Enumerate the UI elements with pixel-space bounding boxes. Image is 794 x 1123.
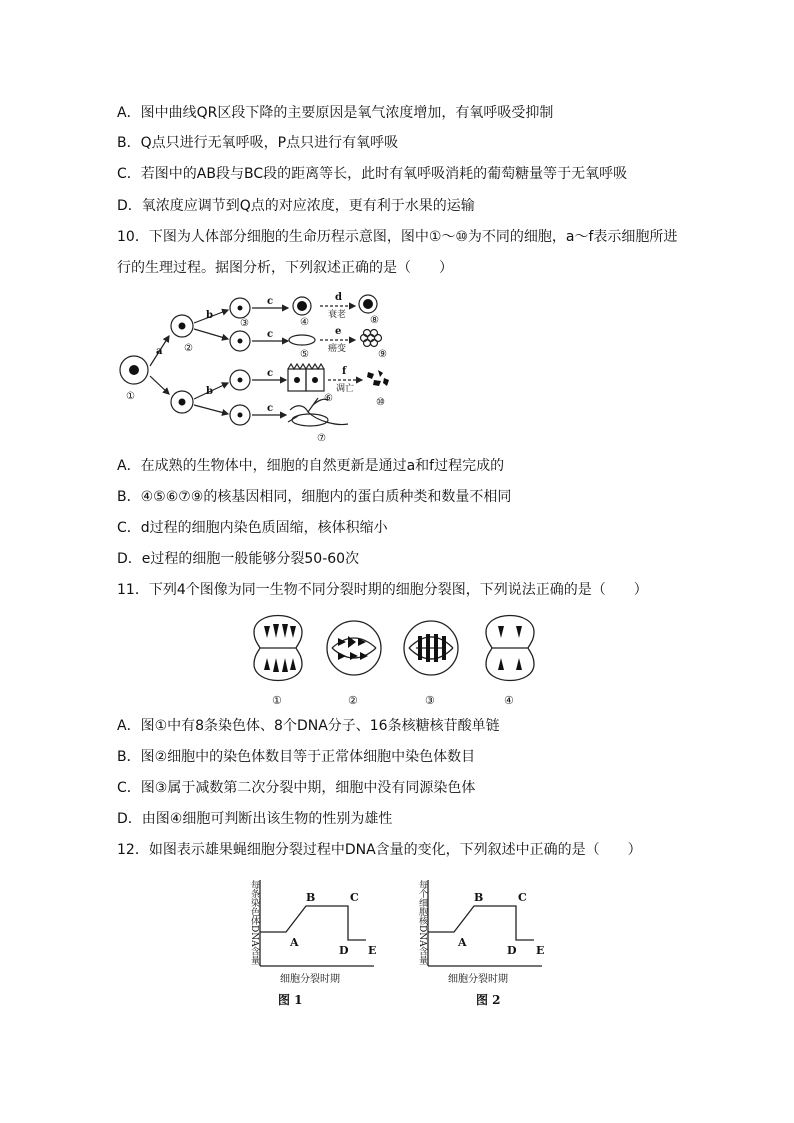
g1-point-c: C bbox=[350, 891, 359, 904]
q9-option-a: A．图中曲线QR区段下降的主要原因是氧气浓度增加，有氧呼吸受抑制 bbox=[117, 105, 554, 121]
q11-option-b: B．图②细胞中的染色体数目等于正常体细胞中染色体数目 bbox=[117, 749, 476, 765]
g1-point-e: E bbox=[368, 944, 377, 957]
cancer-label: 癌变 bbox=[328, 344, 347, 354]
g2-point-a: A bbox=[458, 936, 467, 949]
g1-point-b: B bbox=[306, 891, 316, 904]
q10-option-d: D．e过程的细胞一般能够分裂50-60次 bbox=[117, 551, 360, 567]
q9-option-b: B．Q点只进行无氧呼吸，P点只进行有氧呼吸 bbox=[117, 135, 399, 151]
q9-option-d: D．氧浓度应调节到Q点的对应浓度，更有利于水果的运输 bbox=[117, 198, 475, 214]
label-c4: c bbox=[267, 403, 274, 414]
label-a: a bbox=[156, 346, 163, 357]
fig-label-3: ③ bbox=[425, 694, 435, 707]
fig-label-1: ① bbox=[272, 694, 282, 707]
g1-point-d: D bbox=[339, 944, 349, 957]
g2-point-d: D bbox=[507, 944, 517, 957]
g2-point-c: C bbox=[518, 891, 527, 904]
g1-point-a: A bbox=[290, 936, 299, 949]
fig-label-4: ④ bbox=[504, 694, 514, 707]
cell-label-7: ⑦ bbox=[317, 433, 326, 444]
g2-caption: 图 2 bbox=[476, 993, 501, 1007]
aging-label: 衰老 bbox=[328, 310, 347, 320]
dna-graph-2 bbox=[412, 874, 552, 1014]
q12-stem: 12．如图表示雄果蝇细胞分裂过程中DNA含量的变化，下列叙述中正确的是（ ） bbox=[117, 842, 642, 858]
q10-stem-line2: 行的生理过程。据图分析，下列叙述正确的是（ ） bbox=[117, 260, 453, 276]
label-b2: b bbox=[206, 386, 213, 397]
q10-option-b: B．④⑤⑥⑦⑨的核基因相同，细胞内的蛋白质种类和数量不相同 bbox=[117, 489, 512, 505]
cell-label-4: ④ bbox=[300, 317, 309, 328]
label-e: e bbox=[335, 326, 342, 337]
label-c2: c bbox=[267, 329, 274, 340]
g1-caption: 图 1 bbox=[278, 993, 303, 1007]
g2-ylabel: 每个细胞核DNA含量 bbox=[417, 880, 427, 965]
g1-ylabel: 每条染色体DNA含量 bbox=[249, 880, 259, 965]
label-d: d bbox=[335, 292, 342, 303]
g2-point-e: E bbox=[536, 944, 545, 957]
cell-label-9: ⑨ bbox=[378, 349, 387, 360]
label-b1: b bbox=[206, 310, 213, 321]
cell-label-6: ⑥ bbox=[324, 393, 333, 404]
fig-label-2: ② bbox=[348, 694, 358, 707]
cell-division-figures bbox=[246, 610, 550, 710]
label-c3: c bbox=[267, 368, 274, 379]
cell-label-1: ① bbox=[126, 391, 135, 402]
q11-option-c: C．图③属于减数第二次分裂中期，细胞中没有同源染色体 bbox=[117, 780, 476, 796]
q10-stem-line1: 10．下图为人体部分细胞的生命历程示意图，图中①～⑩为不同的细胞，a～f表示细胞所进 bbox=[117, 229, 678, 245]
cell-label-3: ③ bbox=[240, 318, 249, 329]
label-c1: c bbox=[267, 296, 274, 307]
cell-life-history-diagram bbox=[112, 288, 412, 444]
apoptosis-label: 凋亡 bbox=[336, 384, 355, 394]
g2-xlabel: 细胞分裂时期 bbox=[448, 974, 508, 985]
cell-label-8: ⑧ bbox=[370, 315, 379, 326]
q11-option-d: D．由图④细胞可判断出该生物的性别为雄性 bbox=[117, 811, 393, 827]
cell-label-10: ⑩ bbox=[376, 397, 385, 408]
q10-option-a: A．在成熟的生物体中，细胞的自然更新是通过a和f过程完成的 bbox=[117, 458, 505, 474]
q10-option-c: C．d过程的细胞内染色质固缩，核体积缩小 bbox=[117, 520, 388, 536]
g2-point-b: B bbox=[474, 891, 484, 904]
label-f: f bbox=[342, 366, 347, 377]
g1-xlabel: 细胞分裂时期 bbox=[280, 974, 340, 985]
cell-label-2: ② bbox=[184, 343, 193, 354]
cell-fig-2 bbox=[327, 621, 381, 675]
q11-stem: 11．下列4个图像为同一生物不同分裂时期的细胞分裂图，下列说法正确的是（ ） bbox=[117, 582, 648, 598]
cell-label-5: ⑤ bbox=[300, 349, 309, 360]
q11-option-a: A．图①中有8条染色体、8个DNA分子、16条核糖核苷酸单链 bbox=[117, 718, 500, 734]
q9-option-c: C．若图中的AB段与BC段的距离等长，此时有氧呼吸消耗的葡萄糖量等于无氧呼吸 bbox=[117, 166, 628, 182]
dna-graph-1 bbox=[244, 874, 384, 1014]
